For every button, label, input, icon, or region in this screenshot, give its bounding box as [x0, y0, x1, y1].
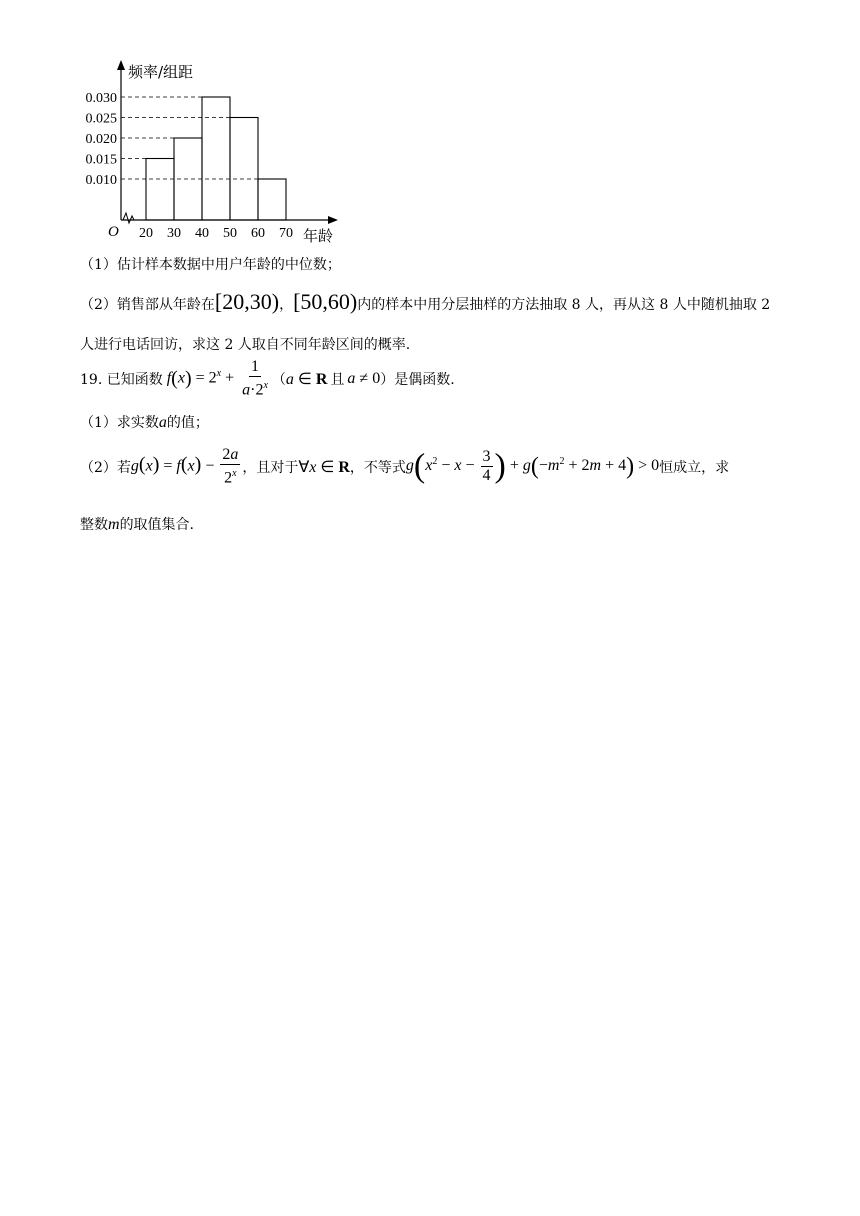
y-tick-label: 0.030: [85, 91, 117, 106]
histogram-bar: [258, 179, 286, 220]
q18-part1: （1）估计样本数据中用户年龄的中位数；: [80, 257, 341, 273]
y-tick-label: 0.025: [85, 111, 117, 127]
histogram-bar: [202, 97, 230, 220]
g-definition: g(x) = f(x) − $\frac{2a}{2^x}$: [130, 446, 239, 487]
x-tick-label: 40: [195, 226, 209, 241]
comma: ，: [279, 297, 294, 313]
q19-part2-prefix: （2）若: [80, 459, 131, 476]
q19-part1-prefix: （1）求实数: [80, 415, 159, 431]
cond-close: ）是偶函数.: [380, 371, 455, 388]
condition-a-nonzero: a ≠ 0: [347, 369, 381, 387]
x-tick-label: 20: [139, 226, 153, 241]
axis-break-mark: [123, 213, 134, 223]
origin-label: O: [108, 224, 119, 240]
x-tick-label: 70: [279, 226, 293, 241]
q19-part2-mid: ，且对于: [242, 459, 299, 476]
x-axis-arrow: [328, 216, 338, 224]
q19-part2-line2-prefix: 整数: [80, 517, 108, 533]
x-tick-label: 50: [223, 226, 237, 241]
interval-20-30: [20,30): [214, 289, 280, 314]
q19-part1-suffix: 的值；: [166, 415, 209, 431]
q19-part2-ineq: ，不等式: [349, 459, 406, 476]
q19-part2-line2-suffix: 的取值集合.: [119, 517, 195, 533]
interval-50-60: [50,60): [293, 289, 358, 314]
y-axis-label: 频率/组距: [128, 63, 194, 81]
q18-part2-line1: [80, 289, 770, 315]
q18-part2-suffix: 内的样本中用分层抽样的方法抽取 8 人，再从这 8 人中随机抽取 2: [357, 297, 771, 313]
q19-statement: [80, 358, 455, 399]
q18-part2-prefix: （2）销售部从年龄在: [80, 297, 215, 313]
histogram-bar: [230, 118, 258, 221]
variable-a: a: [158, 414, 167, 431]
y-tick-labels: [86, 91, 118, 188]
cond-and: 且: [330, 371, 345, 388]
y-tick-label: 0.020: [85, 132, 117, 147]
q19-part2-line1: [80, 446, 729, 487]
variable-m: m: [108, 516, 120, 533]
q19-part2-line2: [80, 514, 194, 534]
y-axis-arrow: [117, 60, 125, 70]
q19-part1: [80, 412, 209, 432]
forall-x-in-R: ∀x ∈ R: [298, 458, 350, 476]
inequality: $g(x^2 - x$ − $\frac{3}{4}$ ) + $g(-m^2 + 2m + 4) > 0$: [405, 447, 660, 485]
x-tick-label: 60: [251, 226, 265, 241]
y-tick-label: 0.010: [85, 173, 117, 188]
q18-part2-line2: 人进行电话回访，求这 2 人取自不同年龄区间的概率.: [80, 337, 411, 353]
function-definition: $f(x) = 2^x$ + $\frac{1}{a\cdot 2^x}$: [166, 358, 268, 399]
q19-part2-suffix: 恒成立，求: [659, 459, 730, 476]
histogram-bars: [146, 97, 286, 220]
x-axis-label: 年龄: [303, 227, 334, 245]
histogram-bar: [146, 159, 174, 221]
x-tick-label: 30: [167, 226, 181, 241]
cond-open: （: [271, 371, 286, 388]
x-tick-labels: [139, 226, 293, 241]
q19-number: 19. 已知函数: [80, 371, 163, 388]
condition-a-in-R: a ∈ R: [285, 370, 328, 388]
y-tick-label: 0.015: [85, 152, 117, 168]
histogram-chart: [60, 55, 360, 250]
